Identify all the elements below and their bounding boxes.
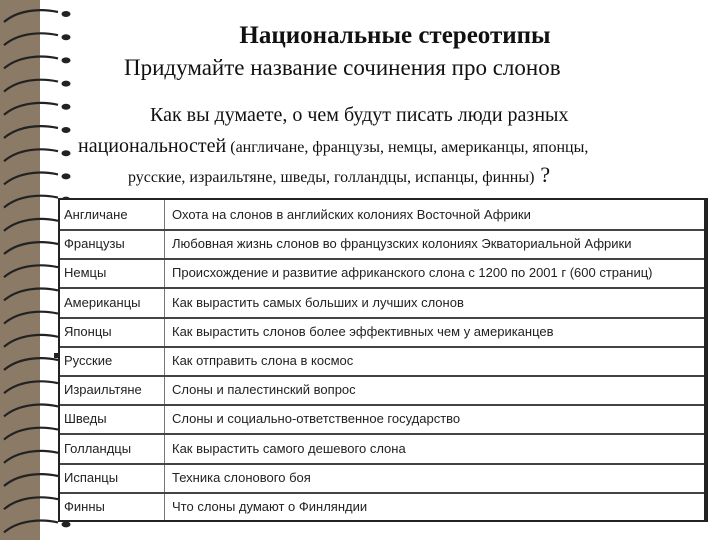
nation-cell: Немцы xyxy=(64,265,107,281)
table-row xyxy=(60,492,704,521)
table-row xyxy=(60,288,704,319)
table-row xyxy=(60,258,704,289)
question-line-2 xyxy=(78,135,588,158)
nation-cell: Японцы xyxy=(64,323,112,339)
table-row xyxy=(60,200,704,231)
page-title: Национальные стереотипы xyxy=(239,22,551,49)
question-line-3 xyxy=(128,162,550,188)
nation-cell: Американцы xyxy=(64,294,141,310)
table-row xyxy=(60,404,704,435)
nation-cell: Французы xyxy=(64,236,125,252)
question-line-2-rest: (англичане, французы, немцы, американцы, японцы, xyxy=(226,139,589,156)
question-line-1: Как вы думаете, о чем будут писать люди разных xyxy=(150,104,569,126)
nation-cell: Голландцы xyxy=(64,440,132,456)
nation-cell: Русские xyxy=(64,353,113,368)
nation-cell: Англичане xyxy=(64,207,128,222)
page-subtitle: Придумайте название сочинения про слонов xyxy=(124,55,561,80)
nation-cell: Шведы xyxy=(64,411,107,427)
essay-title-cell: Как отправить слона в космос xyxy=(172,353,354,368)
essay-title-cell: Техника слонового боя xyxy=(172,469,311,485)
question-line-3-text: русские, израильтяне, шведы, голландцы, испанцы, финны) xyxy=(128,169,535,186)
table-row xyxy=(60,317,704,348)
table-row xyxy=(60,229,704,260)
nation-cell: Израильтяне xyxy=(64,382,142,398)
essay-title-cell: Как вырастить слонов более эффективных чем у американцев xyxy=(172,323,554,339)
question-mark: ? xyxy=(540,162,551,187)
stereotypes-table xyxy=(58,198,708,522)
table-row xyxy=(60,346,704,377)
table-row xyxy=(60,375,704,406)
table-row xyxy=(60,463,704,494)
essay-title-cell: Как вырастить самых больших и лучших слонов xyxy=(172,294,464,310)
essay-title-cell: Происхождение и развитие африканского слона с 1200 по 2001 г (600 страниц) xyxy=(172,265,653,281)
essay-title-cell: Слоны и палестинский вопрос xyxy=(172,382,356,398)
question-line-2-main: национальностей xyxy=(78,135,227,157)
table-row xyxy=(60,434,704,465)
nation-cell: Испанцы xyxy=(64,469,119,485)
essay-title-cell: Что слоны думают о Финляндии xyxy=(172,499,368,514)
essay-title-cell: Слоны и социально-ответственное государство xyxy=(172,411,461,427)
nation-cell: Финны xyxy=(64,499,105,514)
essay-title-cell: Охота на слонов в английских колониях Восточной Африки xyxy=(172,207,531,222)
essay-title-cell: Любовная жизнь слонов во французских колониях Экваториальной Африки xyxy=(172,236,632,252)
essay-title-cell: Как вырастить самого дешевого слона xyxy=(172,440,406,456)
